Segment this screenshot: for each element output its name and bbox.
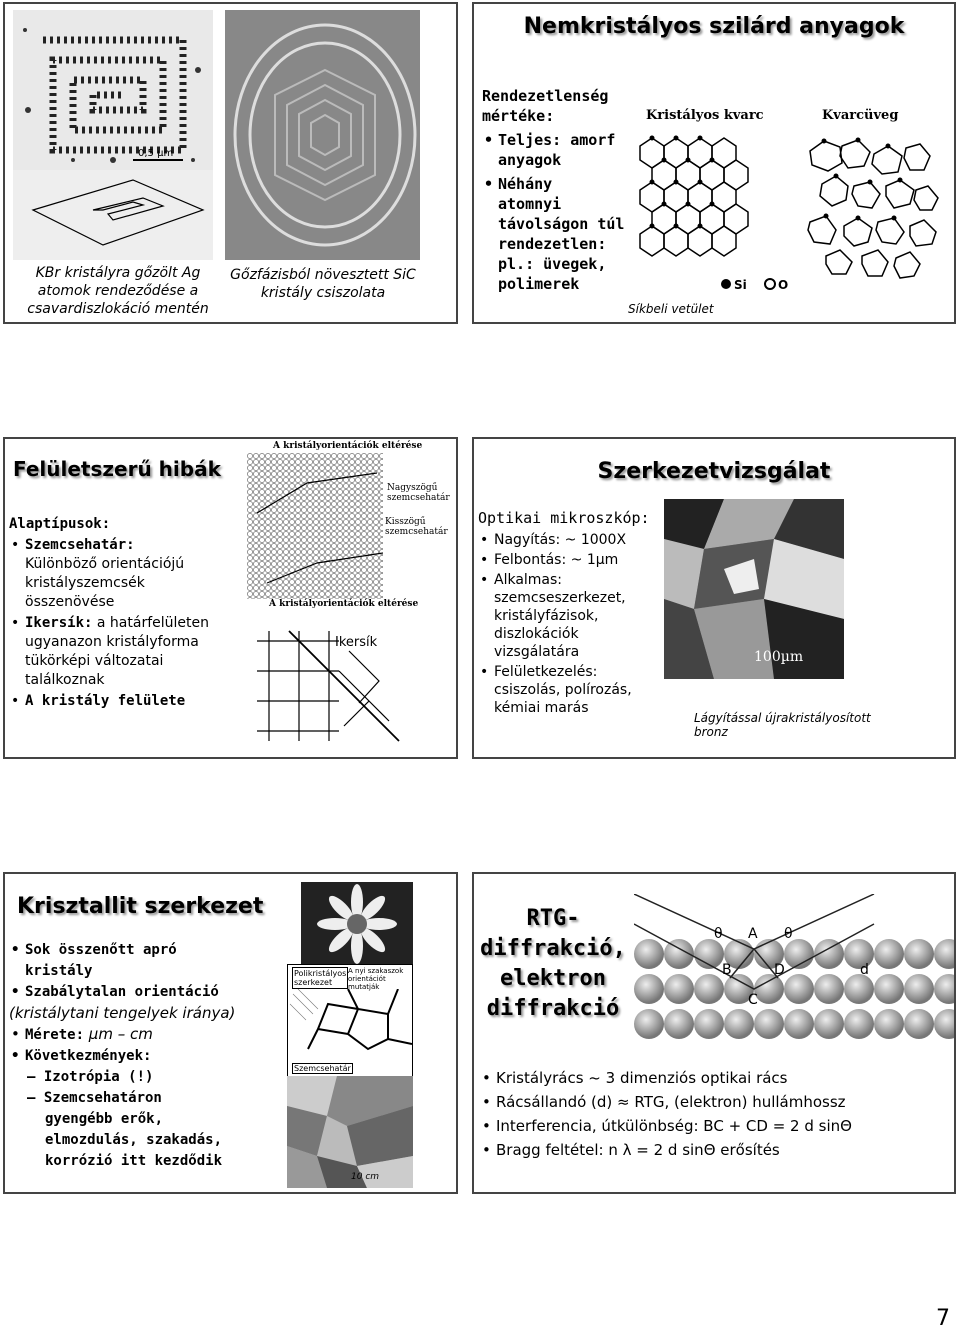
slide-text: Rendezetlenség mértéke: • Teljes: amorf anyagok • Néhány atomnyi távolságon túl rendezetlen: pl.: üvegek, polimerek <box>482 86 632 294</box>
slide-title: Nemkristályos szilárd anyagok <box>523 14 905 39</box>
legend-si: Si <box>734 278 747 292</box>
fig-label-orient: A nyi szakaszok orientációt mutatják <box>348 967 404 991</box>
label-d: d <box>860 962 869 978</box>
diffraction-bullets <box>480 1066 950 1162</box>
label-quartz-glass: Kvarcüveg <box>822 108 899 123</box>
orientation-note: (kristálytani tengelyek iránya) <box>9 1004 236 1022</box>
flower-photo <box>301 882 413 966</box>
sic-caption: Gőzfázisból növesztett SiC kristály csiszolata <box>230 267 416 301</box>
slide-text: Optikai mikroszkóp: • Nagyítás: ~ 1000X • Felbontás: ~ 1µm • Alkalmas: szemcseszerkezet, kristályfázisok, diszlokációk vizsgálatára • Felületkezelés: csiszolás, polírozás, kémiai marás <box>478 509 688 717</box>
label-theta1: θ <box>714 926 723 942</box>
slide-title: Krisztallit szerkezet <box>17 894 264 919</box>
figure-caption: Síkbeli vetület <box>628 302 714 316</box>
bullet-suitable: • Alkalmas: szemcseszerkezet, kristályfázisok, diszlokációk vizsgálatára <box>478 571 688 661</box>
bullet-partial: • Néhány atomnyi távolságon túl rendezetlen: pl.: üvegek, polimerek <box>482 174 632 294</box>
bullet-resolution: • Felbontás: ~ 1µm <box>478 551 688 569</box>
metal-grain-photo <box>287 1076 413 1188</box>
kbr-scale-label: 0,5 µm <box>138 148 174 159</box>
label-D: D <box>774 962 785 978</box>
bullet-orientation: • Szabálytalan orientáció <box>9 982 259 1003</box>
bullet-grain-boundary: • Szemcsehatár: Különböző orientációjú kristályszemcsék összenövése <box>9 536 245 612</box>
fig-big-angle: Nagyszögű szemcsehatár <box>387 483 450 503</box>
legend-o: O <box>778 278 789 292</box>
sub-isotropy: – Izotrópia (!) <box>27 1069 154 1085</box>
fig-label-poly: Polikristályos szerkezet <box>294 969 347 987</box>
fig-label-boundary: Szemcsehatár <box>294 1064 351 1073</box>
metal-scale: 10 cm <box>351 1172 380 1182</box>
slide-crystal-growth <box>3 2 458 324</box>
quartz-lattice-figure <box>630 126 950 296</box>
slide-title: Felületszerű hibák <box>13 457 221 481</box>
bullet-magnification: • Nagyítás: ~ 1000X <box>478 531 688 549</box>
bullet-lattice-constant: • Rácsállandó (d) ≈ RTG, (elektron) hullámhossz <box>480 1090 950 1114</box>
label-theta2: θ <box>784 926 793 942</box>
bullet-many-crystals: • Sok összenőtt apró kristály <box>9 940 259 982</box>
slide-text <box>9 940 259 1172</box>
micrograph-scale: 100µm <box>754 649 804 665</box>
slide-noncrystalline <box>472 2 956 324</box>
bullet-amorphous: • Teljes: amorf anyagok <box>482 130 632 170</box>
label-C: C <box>748 992 758 1008</box>
slide-title: Szerkezetvizsgálat <box>597 459 831 484</box>
label-crystal-quartz: Kristályos kvarc <box>646 108 764 123</box>
fig-small-angle: Kisszögű szemcsehatár <box>385 517 448 537</box>
page-number: 7 <box>936 1306 950 1331</box>
slide-crystallite <box>3 872 458 1194</box>
bullet-bragg: • Bragg feltétel: n λ = 2 d sinΘ erősítés <box>480 1138 950 1162</box>
label-B: B <box>722 962 732 978</box>
micrograph-caption: Lágyítással újrakristályosított bronz <box>694 711 871 739</box>
slide-title: RTG- diffrakció, elektron diffrakció <box>480 906 626 1021</box>
slide-structure-analysis <box>472 437 956 759</box>
fig-top-label: A kristályorientációk eltérése <box>273 441 423 451</box>
bullet-size: • Mérete: µm – cm <box>9 1024 259 1046</box>
bullet-twin-plane: • Ikersík: a határfelületen ugyanazon kristályforma tükörképi változatai találkoznak <box>9 614 245 690</box>
label-A: A <box>748 926 758 942</box>
bronze-micrograph <box>664 499 844 679</box>
polycrystal-diagram <box>287 964 413 1078</box>
bullet-crystal-surface: • A kristály felülete <box>9 692 245 711</box>
bullet-interference: • Interferencia, útkülönbség: BC + CD = 2 d sinΘ <box>480 1114 950 1138</box>
slide-surface-defects <box>3 437 458 759</box>
fig-mid-label: A kristályorientációk eltérése <box>269 599 419 609</box>
o-legend-icon <box>765 279 775 289</box>
fig-twin-label: Ikersík <box>335 635 378 650</box>
twin-plane-figure <box>249 611 419 751</box>
kbr-photo <box>13 10 213 260</box>
sub-grain-boundary: – Szemcsehatáron gyengébb erők, elmozdulás, szakadás, korrózió itt kezdődik <box>27 1090 223 1169</box>
bullet-lattice: • Kristályrács ~ 3 dimenziós optikai rács <box>480 1066 950 1090</box>
kbr-caption: KBr kristályra gőzölt Ag atomok rendeződése a csavardiszlokáció mentén <box>27 265 209 317</box>
sic-photo <box>225 10 420 260</box>
slide-text: Alaptípusok: • Szemcsehatár: Különböző orientációjú kristályszemcsék összenövése • Ikersík: a határfelületen ugyanazon kristályforma tükörképi változatai találkoznak • A kristály felülete <box>9 515 245 711</box>
bullet-surface-treatment: • Felületkezelés: csiszolás, polírozás, kémiai marás <box>478 663 688 717</box>
bragg-figure <box>634 894 954 1054</box>
grain-boundary-figure <box>247 453 383 599</box>
si-legend-icon <box>721 279 731 289</box>
bullet-consequences: • Következmények: <box>9 1046 259 1067</box>
slide-diffraction <box>472 872 956 1194</box>
